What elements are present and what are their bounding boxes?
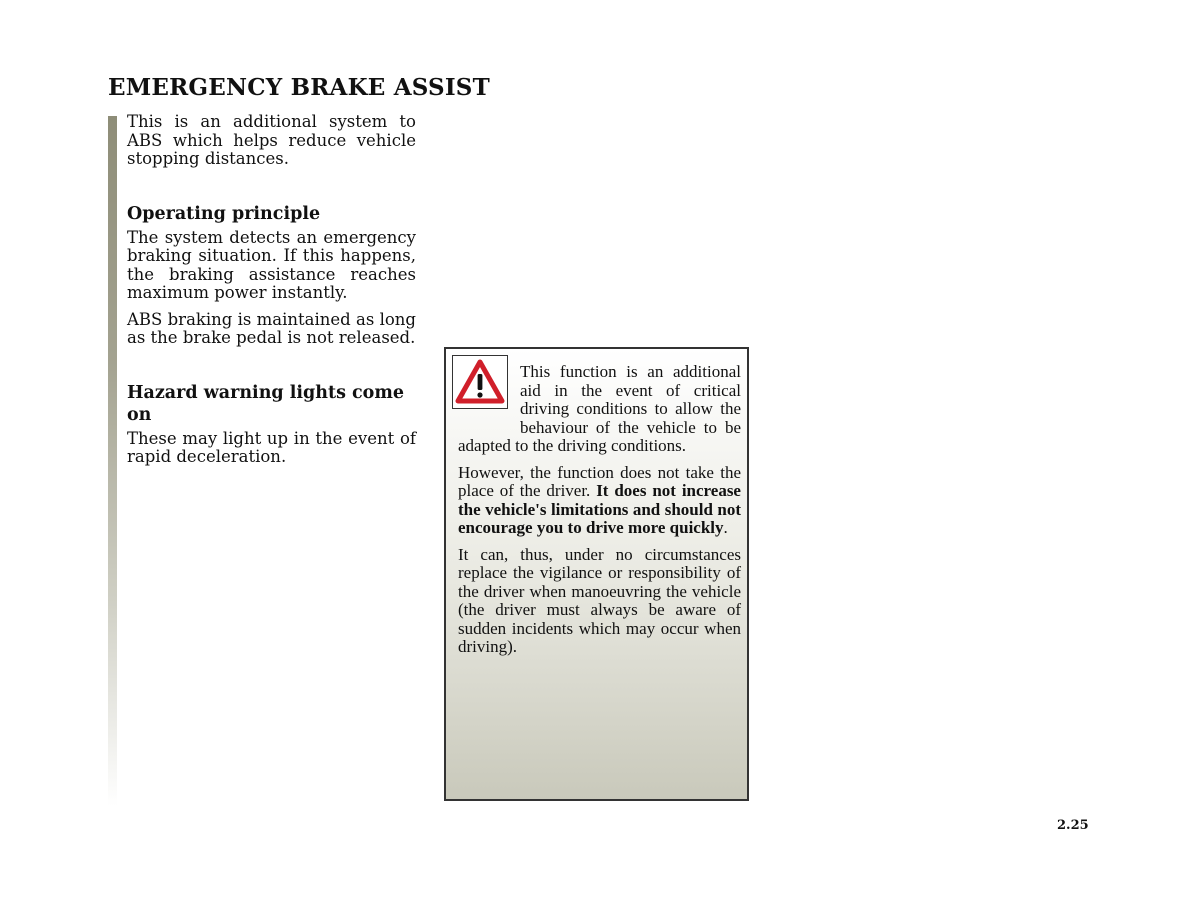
- operating-principle-paragraph-2: ABS braking is maintained as long as the brake pedal is not released.: [127, 309, 416, 347]
- operating-principle-heading: Operating principle: [127, 203, 321, 224]
- warning-paragraph-1: This function is an additional aid in the event of critical driving conditions to allow the behaviour of the vehicle to be adapted to the driving conditions.: [458, 362, 741, 455]
- warning-paragraph-2-emphasis: It does not increase the vehicle's limitations and should not encourage you to drive more quickly: [458, 481, 741, 537]
- warning-text: [458, 363, 741, 665]
- warning-paragraph-3: It can, thus, under no circumstances replace the vigilance or responsibility of the driver when manoeuvring the vehicle (the driver must always be aware of sudden incidents which may occur when driving).: [458, 544, 741, 656]
- main-column: [127, 113, 416, 475]
- warning-paragraph-2: [458, 464, 741, 538]
- intro-paragraph: This is an additional system to ABS which helps reduce vehicle stopping distances.: [127, 112, 416, 168]
- hazard-lights-heading: Hazard warning lights come on: [127, 382, 405, 425]
- page-number: 2.25: [1057, 818, 1089, 833]
- page-title: EMERGENCY BRAKE ASSIST: [108, 74, 490, 101]
- hazard-lights-paragraph: These may light up in the event of rapid deceleration.: [127, 428, 416, 466]
- warning-box: [444, 347, 749, 801]
- section-margin-bar: [108, 116, 117, 806]
- warning-paragraph-2-end: .: [723, 518, 728, 537]
- operating-principle-paragraph-1: The system detects an emergency braking situation. If this happens, the braking assistance reaches maximum power instantly.: [127, 227, 416, 302]
- warning-paragraph-2-text: However, the function does not take the place of the driver.: [458, 462, 741, 500]
